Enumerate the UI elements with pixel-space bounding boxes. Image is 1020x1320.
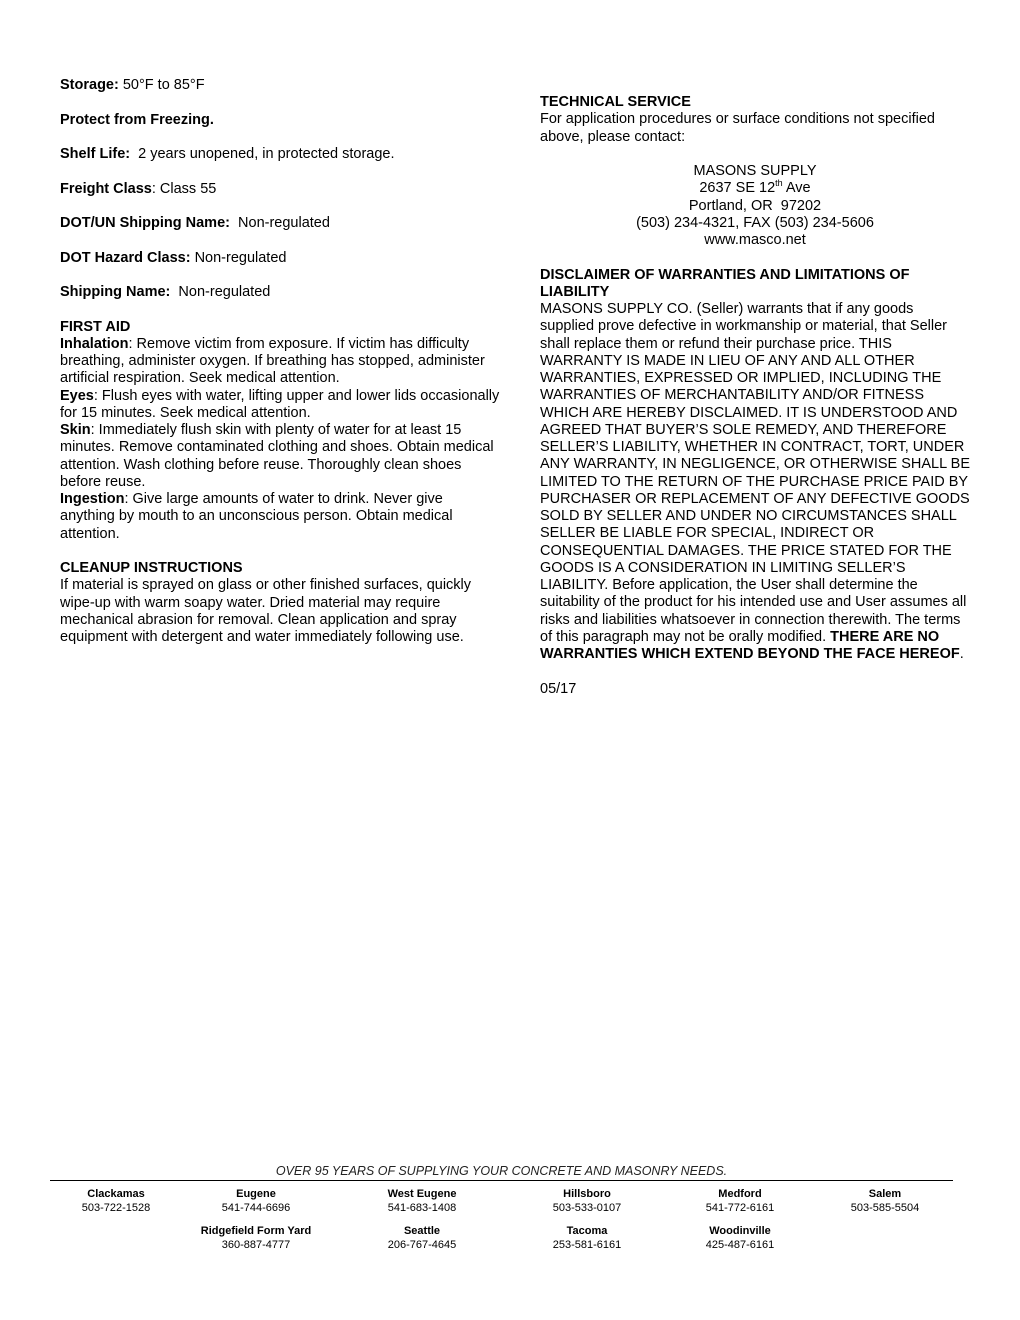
ingestion-text: Ingestion: Give large amounts of water to drink. Never give anything by mouth to an unconscious person. Obtain medical attention. [60, 491, 453, 542]
branch-row-1 [50, 1187, 953, 1224]
branch-woodinville: Woodinville 425-487-6161 [705, 1225, 775, 1251]
branch-tacoma: Tacoma 253-581-6161 [552, 1225, 622, 1251]
company-name: MASONS SUPPLY [693, 163, 817, 179]
freight-class-line: Freight Class: Class 55 [60, 180, 217, 197]
dot-hazard-line: DOT Hazard Class: Non-regulated [60, 249, 287, 266]
branch-medford: Medford 541-772-6161 [705, 1188, 775, 1214]
footer-slogan: OVER 95 YEARS OF SUPPLYING YOUR CONCRETE AND MASONRY NEEDS. [50, 1164, 953, 1181]
storage-line: Storage: 50°F to 85°F [60, 77, 205, 93]
eyes-text: Eyes: Flush eyes with water, lifting upper and lower lids occasionally for 15 minutes. Seek medical attention. [60, 387, 500, 421]
disclaimer-heading: DISCLAIMER OF WARRANTIES AND LIMITATIONS OF LIABILITY [540, 266, 910, 300]
skin-text: Skin: Immediately flush skin with plenty of water for at least 15 minutes. Remove contaminated clothing and shoes. Obtain medical attention. Wash clothing before reuse. Thoroughly clean shoes before reuse. [60, 422, 494, 490]
technical-service-heading: TECHNICAL SERVICE [540, 94, 691, 110]
company-address: 2637 SE 12th Ave [699, 178, 811, 197]
branch-hillsboro: Hillsboro 503-533-0107 [552, 1188, 622, 1214]
branch-row-2 [50, 1224, 953, 1261]
shipping-name-line: Shipping Name: Non-regulated [60, 284, 271, 300]
dot-un-line: DOT/UN Shipping Name: Non-regulated [60, 215, 330, 231]
cleanup-heading: CLEANUP INSTRUCTIONS [60, 560, 243, 576]
cleanup-text: If material is sprayed on glass or other finished surfaces, quickly wipe-up with warm soapy water. Dried material may require mechanical abrasion for removal. Clean application and spray equipment with detergent and water immediately following use. [60, 577, 472, 645]
branch-clackamas: Clackamas 503-722-1528 [81, 1188, 151, 1214]
branch-eugene: Eugene 541-744-6696 [221, 1188, 291, 1214]
branch-salem: Salem 503-585-5504 [850, 1188, 920, 1214]
first-aid-heading: FIRST AID [60, 318, 131, 335]
footer [50, 1164, 953, 1261]
disclaimer-text: MASONS SUPPLY CO. (Seller) warrants that if any goods supplied prove defective in workmanship or material, that Seller shall replace them or refund their purchase price. THIS WARRANTY IS MADE IN LIEU OF ANY AND ALL OTHER WARRANTIES, EXPRESSED OR IMPLIED, INCLUDING THE WARRANTIES OF MERCHANTABILITY AND/OR FITNESS WHICH ARE HEREBY DISCLAIMED. IT IS UNDERSTOOD AND AGREED THAT BUYER’S SOLE REMEDY, AND THEREFORE SELLER’S LIABILITY, WHETHER IN CONTRACT, TORT, UNDER ANY WARRANTY, IN NEGLIGENCE, OR OTHERWISE SHALL BE LIMITED TO THE RETURN OF THE PURCHASE PRICE PAID BY PURCHASER OR REPLACEMENT OF ANY DEFECTIVE GOODS SOLD BY SELLER AND UNDER NO CIRCUMSTANCES SHALL SELLER BE LIABLE FOR SPECIAL, INDIRECT OR CONSEQUENTIAL DAMAGES. THE PRICE STATED FOR THE GOODS IS A CONSIDERATION IN LIMITING SELLER’S LIABILITY. Before application, the User shall determine the suitability of the product for his intended use and User assumes all risks and liabilities whatsoever in connection therewith. The terms of this paragraph may not be orally modified. THERE ARE NO WARRANTIES WHICH EXTEND BEYOND THE FACE HEREOF. [540, 301, 970, 662]
protect-line: Protect from Freezing. [60, 111, 214, 128]
revision-date: 05/17 [540, 680, 577, 697]
right-column [540, 94, 970, 698]
company-phone: (503) 234-4321, FAX (503) 234-5606 [636, 214, 874, 231]
branch-west-eugene: West Eugene 541-683-1408 [387, 1188, 457, 1214]
shelf-life-line: Shelf Life: 2 years unopened, in protected storage. [60, 146, 395, 162]
branch-ridgefield: Ridgefield Form Yard 360-887-4777 [200, 1225, 312, 1251]
inhalation-text: Inhalation: Remove victim from exposure. If victim has difficulty breathing, administer oxygen. If breathing has stopped, administer artificial respiration. Seek medical attention. [60, 335, 485, 387]
technical-service-text: For application procedures or surface conditions not specified above, please contact: [540, 111, 935, 145]
left-column [60, 77, 500, 646]
company-city: Portland, OR 97202 [688, 197, 822, 214]
branch-seattle: Seattle 206-767-4645 [387, 1225, 457, 1251]
company-website: www.masco.net [704, 232, 806, 248]
